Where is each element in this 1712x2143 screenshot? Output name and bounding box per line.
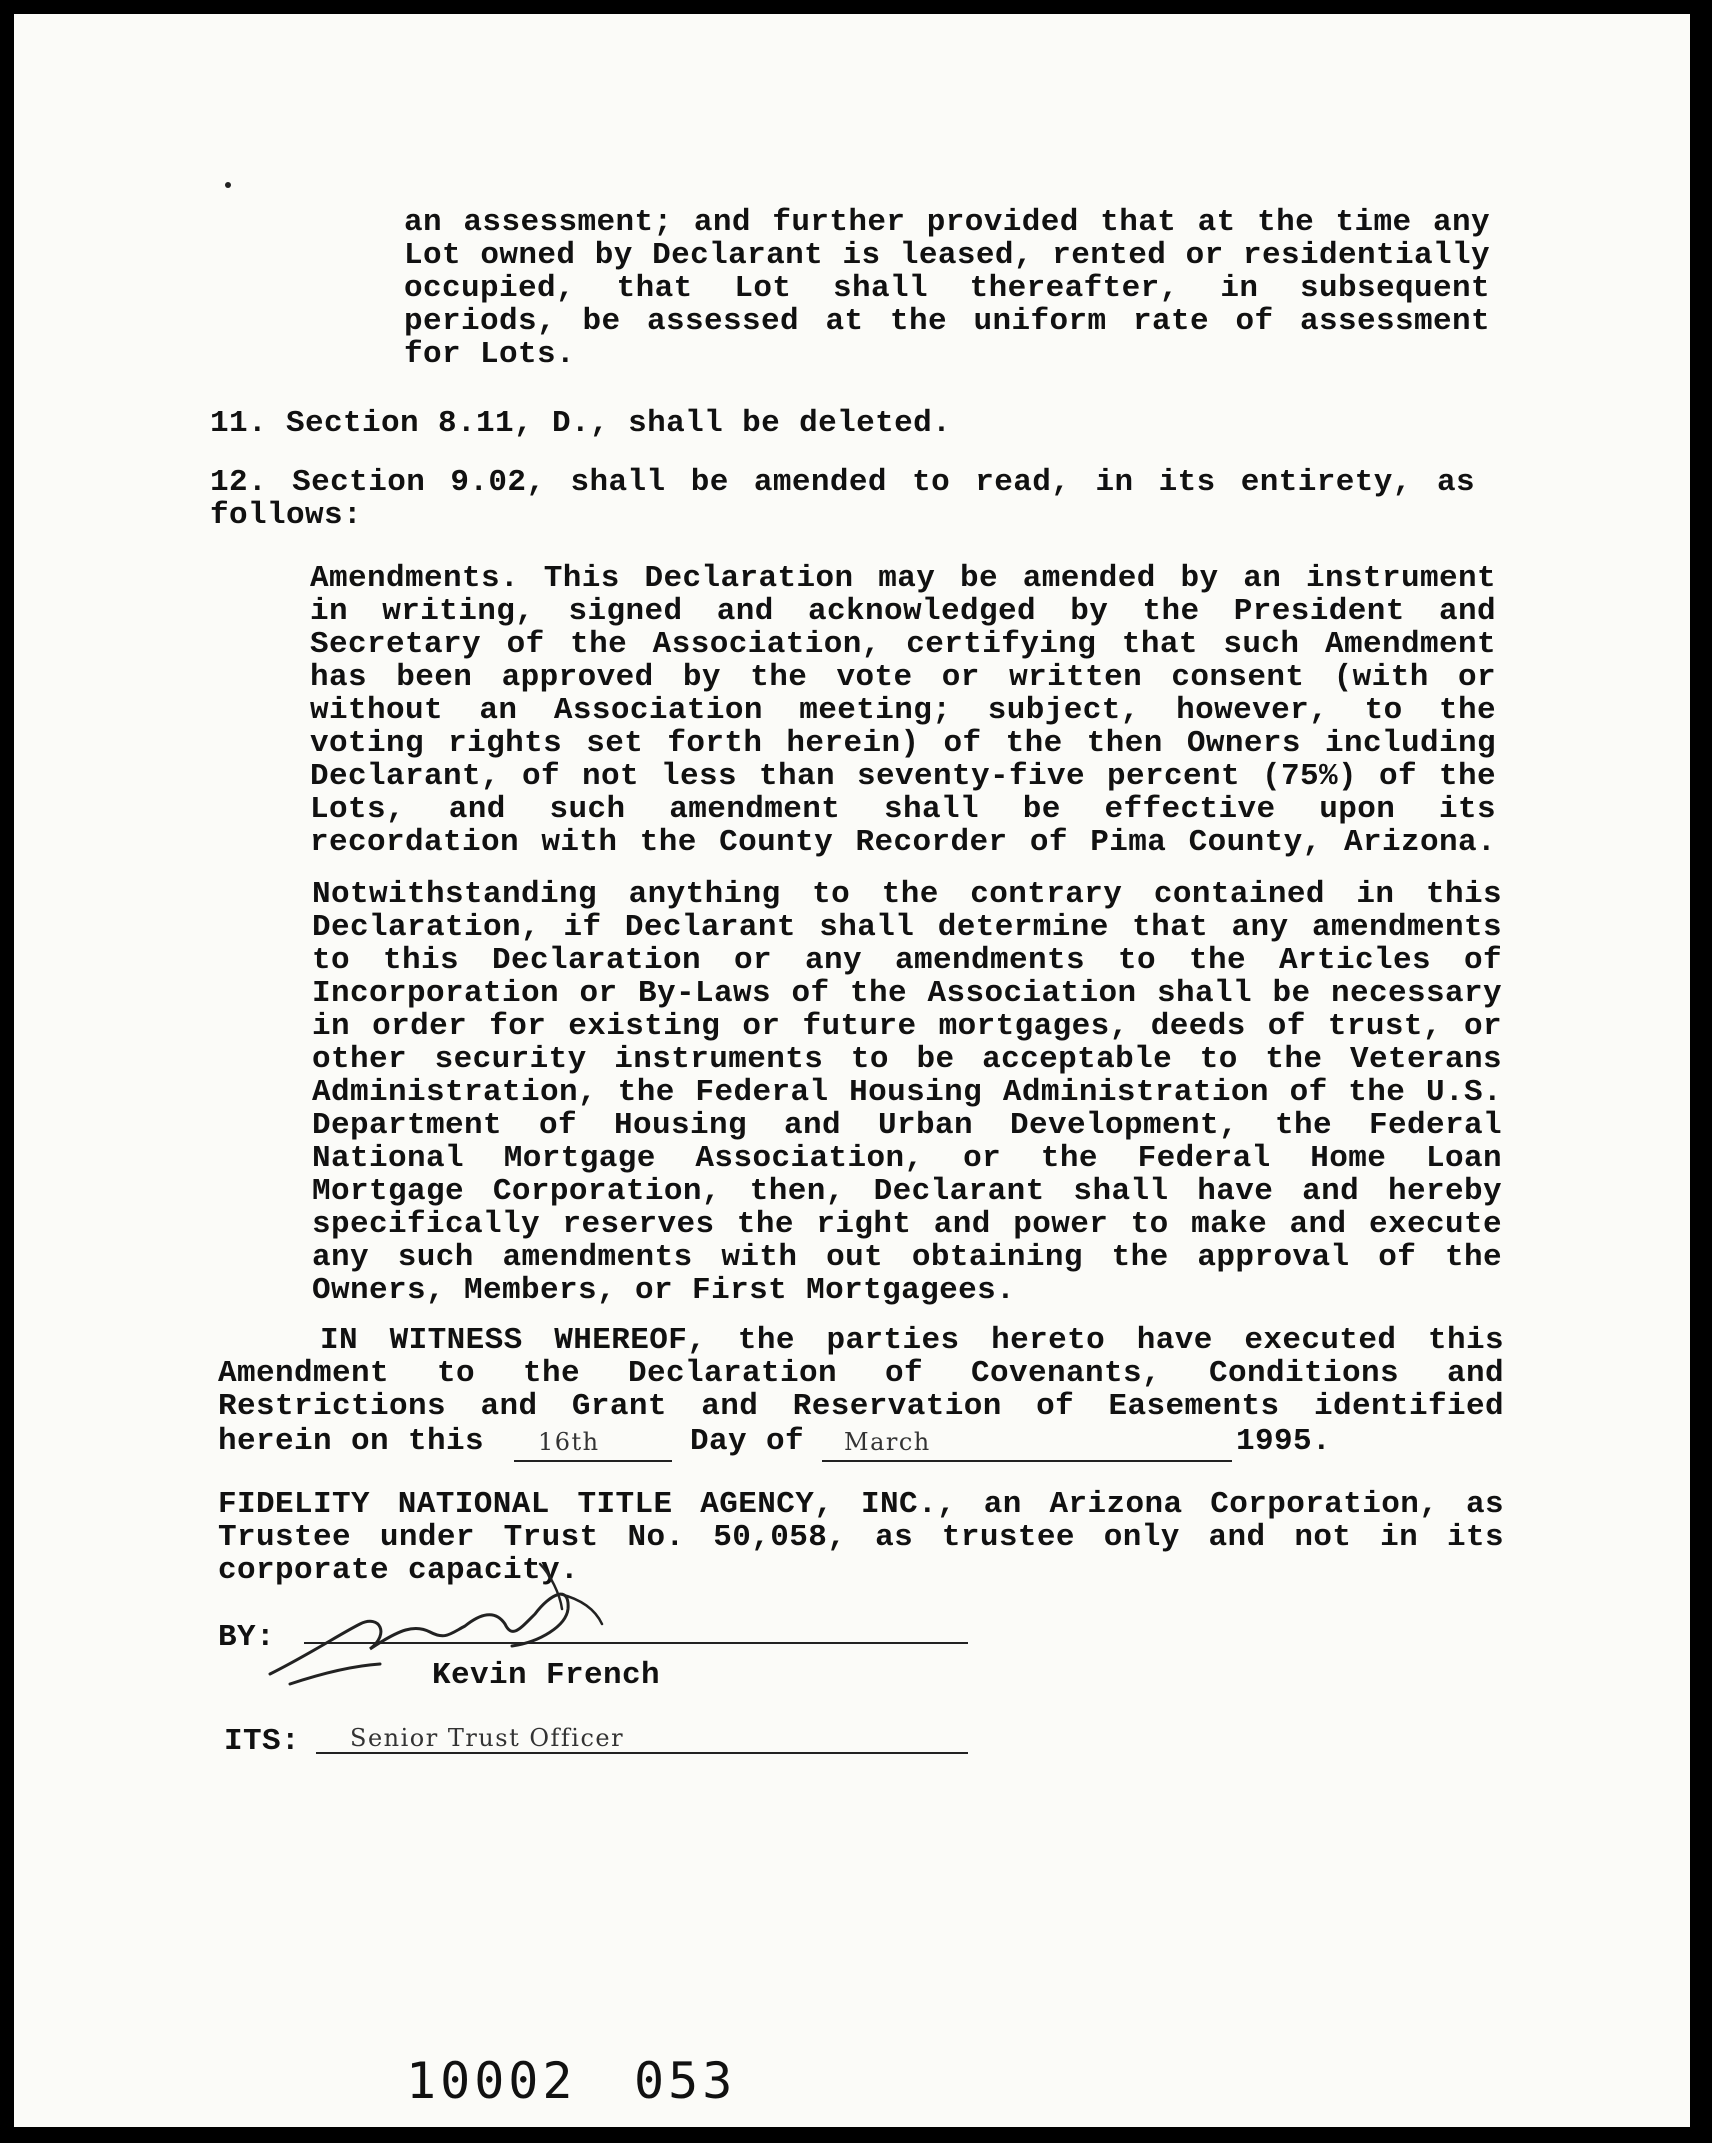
month-underline [822,1460,1232,1462]
witness-paragraph [218,1324,1504,1423]
text-line: National Mortgage Association, or the Federal Home Loan [312,1141,1502,1176]
text-line: Lots, and such amendment shall be effective upon its [310,792,1496,827]
notwithstanding-paragraph [312,878,1502,1307]
text-line: has been approved by the vote or written consent (with or [310,660,1496,695]
signatory-title: Senior Trust Officer [350,1724,625,1752]
text-line: corporate capacity. [218,1553,580,1588]
text-line: other security instruments to be acceptable to the Veterans [312,1042,1502,1077]
by-label: BY: [218,1620,276,1655]
record-number-right: 053 [634,2052,737,2110]
text-line: occupied, that Lot shall thereafter, in subsequent [404,271,1490,306]
text-line: voting rights set forth herein) of the then Owners including [310,726,1496,761]
text-line: follows: [210,498,363,533]
text-line: IN WITNESS WHEREOF, the parties hereto have executed this [320,1323,1504,1358]
text-line: Owners, Members, or First Mortgagees. [312,1273,1016,1308]
text-line: FIDELITY NATIONAL TITLE AGENCY, INC., an Arizona Corporation, as [218,1487,1504,1522]
record-number-left: 10002 [406,2052,577,2110]
title-underline [316,1752,968,1754]
witness-year: 1995. [1236,1424,1332,1459]
text-line: Restrictions and Grant and Reservation of Easements identified [218,1389,1504,1424]
text-line: Administration, the Federal Housing Administration of the U.S. [312,1075,1502,1110]
item-11: 11. Section 8.11, D., shall be deleted. [210,406,952,441]
witness-date-middle: Day of [690,1424,805,1459]
text-line: recordation with the County Recorder of Pima County, Arizona. [310,825,1496,860]
text-line: for Lots. [404,337,576,372]
text-line: to this Declaration or any amendments to the Articles of [312,943,1502,978]
witness-date-prefix: herein on this [218,1424,485,1459]
text-line: Incorporation or By-Laws of the Association shall be necessary [312,976,1502,1011]
text-line: in order for existing or future mortgages, deeds of trust, or [312,1009,1502,1044]
carryover-paragraph [404,206,1490,371]
amendments-paragraph [310,562,1496,859]
text-line: periods, be assessed at the uniform rate of assessment [404,304,1490,339]
text-line: in writing, signed and acknowledged by the President and [310,594,1496,629]
witness-month: March [844,1428,931,1456]
text-line: Trustee under Trust No. 50,058, as trustee only and not in its [218,1520,1504,1555]
day-underline [514,1460,672,1462]
text-line: an assessment; and further provided that at the time any [404,205,1490,240]
signatory-name: Kevin French [432,1658,661,1693]
text-line: 12. Section 9.02, shall be amended to read, in its entirety, as [210,465,1475,500]
stray-mark [225,182,231,188]
text-line: Department of Housing and Urban Development, the Federal [312,1108,1502,1143]
text-line: Notwithstanding anything to the contrary contained in this [312,877,1502,912]
item-12 [210,466,1475,532]
text-line: Secretary of the Association, certifying that such Amendment [310,627,1496,662]
document-page [14,14,1690,2127]
text-line: Declaration, if Declarant shall determine that any amendments [312,910,1502,945]
text-line: Amendment to the Declaration of Covenants, Conditions and [218,1356,1504,1391]
text-line: Declarant, of not less than seventy-five percent (75%) of the [310,759,1496,794]
text-line: any such amendments with out obtaining the approval of the [312,1240,1502,1275]
its-label: ITS: [224,1724,301,1759]
text-line: without an Association meeting; subject, however, to the [310,693,1496,728]
text-line: Mortgage Corporation, then, Declarant shall have and hereby [312,1174,1502,1209]
text-line: Amendments. This Declaration may be amended by an instrument [310,561,1496,596]
text-line: Lot owned by Declarant is leased, rented or residentially [404,238,1490,273]
witness-day: 16th [538,1428,600,1456]
text-line: specifically reserves the right and power to make and execute [312,1207,1502,1242]
